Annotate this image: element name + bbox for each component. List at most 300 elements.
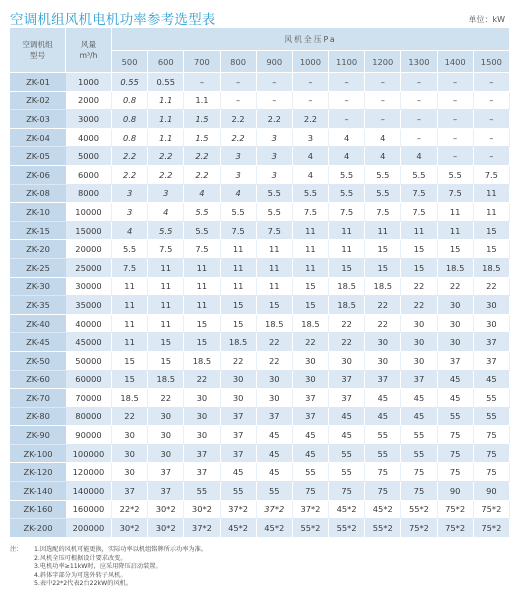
power-cell: 7.5	[112, 259, 148, 278]
power-cell: 2.2	[148, 147, 184, 166]
unit-label: 单位：kW	[468, 15, 505, 24]
power-cell: 2.2	[221, 110, 257, 129]
power-cell: –	[438, 110, 474, 129]
power-cell: 45	[293, 445, 329, 464]
power-cell: 5.5	[184, 222, 220, 241]
power-cell: 30	[112, 463, 148, 482]
power-cell: 15	[148, 352, 184, 371]
power-cell: 30	[438, 333, 474, 352]
power-cell: 5.5	[401, 166, 437, 185]
airflow-cell: 90000	[66, 426, 112, 445]
airflow-cell: 70000	[66, 389, 112, 408]
power-cell: 37	[112, 482, 148, 501]
power-cell: 11	[401, 222, 437, 241]
power-cell: 1.1	[148, 129, 184, 148]
airflow-cell: 40000	[66, 315, 112, 334]
power-cell: 55	[293, 463, 329, 482]
airflow-cell: 80000	[66, 408, 112, 427]
power-cell: 22	[257, 352, 293, 371]
power-cell: 45	[257, 426, 293, 445]
airflow-cell: 30000	[66, 278, 112, 297]
model-cell: ZK-15	[10, 222, 66, 241]
table-row	[10, 463, 510, 482]
power-cell: 37	[474, 352, 510, 371]
model-cell: ZK-80	[10, 408, 66, 427]
power-cell: 3	[112, 185, 148, 204]
power-cell: 3	[221, 147, 257, 166]
power-cell: 15	[184, 315, 220, 334]
power-cell: 15	[148, 333, 184, 352]
power-cell: 5.5	[365, 185, 401, 204]
power-cell: 37	[329, 389, 365, 408]
power-cell: 75	[474, 445, 510, 464]
power-cell: 30*2	[112, 519, 148, 538]
power-cell: 75	[329, 482, 365, 501]
power-cell: 3	[257, 166, 293, 185]
airflow-cell: 60000	[66, 371, 112, 390]
power-cell: 5.5	[329, 166, 365, 185]
power-cell: 45	[474, 371, 510, 390]
power-cell: –	[221, 92, 257, 111]
power-cell: 55	[474, 389, 510, 408]
power-cell: 4	[329, 129, 365, 148]
power-cell: 22	[365, 296, 401, 315]
pressure-header-cell: 1500	[474, 51, 510, 73]
power-cell: 22	[112, 408, 148, 427]
model-cell: ZK-40	[10, 315, 66, 334]
model-cell: ZK-08	[10, 185, 66, 204]
power-cell: 30	[365, 333, 401, 352]
power-cell: –	[365, 110, 401, 129]
table-row	[10, 296, 510, 315]
power-cell: 75*2	[474, 519, 510, 538]
power-cell: 30	[184, 408, 220, 427]
model-cell: ZK-01	[10, 73, 66, 92]
power-cell: –	[401, 110, 437, 129]
power-cell: 30	[401, 333, 437, 352]
power-cell: –	[401, 73, 437, 92]
power-cell: 18.5	[148, 371, 184, 390]
power-cell: 11	[112, 278, 148, 297]
table-row	[10, 352, 510, 371]
power-cell: 5.5	[257, 185, 293, 204]
power-cell: 90	[438, 482, 474, 501]
power-cell: 0.55	[112, 73, 148, 92]
power-cell: 4	[184, 185, 220, 204]
power-cell: –	[257, 73, 293, 92]
power-cell: –	[401, 92, 437, 111]
power-cell: 3	[293, 129, 329, 148]
power-cell: 22	[148, 389, 184, 408]
power-cell: 2.2	[221, 129, 257, 148]
power-cell: 5.5	[293, 185, 329, 204]
power-cell: 30	[329, 352, 365, 371]
power-cell: 11	[293, 259, 329, 278]
power-cell: –	[474, 92, 510, 111]
power-cell: 90	[474, 482, 510, 501]
pressure-header-cell: 800	[221, 51, 257, 73]
power-cell: 7.5	[184, 240, 220, 259]
model-header-line1: 空调机组	[22, 40, 53, 49]
power-cell: 0.8	[112, 129, 148, 148]
power-cell: 55	[365, 445, 401, 464]
model-cell: ZK-45	[10, 333, 66, 352]
notes-list	[10, 546, 207, 589]
power-cell: 22	[365, 315, 401, 334]
power-cell: 45	[329, 426, 365, 445]
power-cell: 15	[221, 296, 257, 315]
power-cell: 15	[221, 315, 257, 334]
power-cell: 11	[474, 185, 510, 204]
power-cell: –	[365, 73, 401, 92]
power-cell: 18.5	[438, 259, 474, 278]
power-cell: 11	[184, 296, 220, 315]
power-cell: 30*2	[148, 501, 184, 520]
power-cell: 7.5	[293, 203, 329, 222]
power-cell: 30	[474, 296, 510, 315]
airflow-cell: 45000	[66, 333, 112, 352]
pressure-header-cell: 1300	[401, 51, 437, 73]
power-cell: 18.5	[329, 278, 365, 297]
power-cell: –	[365, 92, 401, 111]
power-cell: 30	[257, 371, 293, 390]
power-cell: 15	[184, 333, 220, 352]
power-cell: 55*2	[329, 519, 365, 538]
power-cell: 1.1	[148, 110, 184, 129]
power-cell: 22	[438, 278, 474, 297]
power-cell: 22	[184, 371, 220, 390]
power-cell: 15	[257, 296, 293, 315]
power-cell: 55	[474, 408, 510, 427]
power-cell: 2.2	[112, 166, 148, 185]
power-cell: 37	[221, 445, 257, 464]
power-cell: –	[474, 110, 510, 129]
power-cell: –	[438, 147, 474, 166]
power-cell: 11	[221, 278, 257, 297]
power-cell: 0.8	[112, 92, 148, 111]
power-cell: 11	[257, 259, 293, 278]
power-cell: 18.5	[221, 333, 257, 352]
power-cell: 30	[148, 408, 184, 427]
notes-label: 注：	[10, 546, 23, 553]
power-cell: 4	[401, 147, 437, 166]
power-cell: 30	[438, 296, 474, 315]
table-row	[10, 240, 510, 259]
airflow-cell: 25000	[66, 259, 112, 278]
power-cell: 75*2	[438, 519, 474, 538]
power-cell: 3	[257, 147, 293, 166]
power-cell: 30*2	[148, 519, 184, 538]
model-cell: ZK-20	[10, 240, 66, 259]
power-cell: 75*2	[474, 501, 510, 520]
table-body	[10, 73, 510, 538]
power-cell: –	[329, 92, 365, 111]
power-cell: 2.2	[112, 147, 148, 166]
power-cell: 11	[293, 240, 329, 259]
table-row	[10, 371, 510, 390]
power-cell: 4	[329, 147, 365, 166]
table-row	[10, 482, 510, 501]
power-cell: 37	[438, 352, 474, 371]
pressure-header-cell: 1000	[293, 51, 329, 73]
power-cell: 2.2	[148, 166, 184, 185]
airflow-cell: 200000	[66, 519, 112, 538]
model-cell: ZK-04	[10, 129, 66, 148]
model-cell: ZK-06	[10, 166, 66, 185]
power-cell: 55	[401, 445, 437, 464]
power-cell: 30	[293, 352, 329, 371]
power-cell: 45	[365, 389, 401, 408]
power-cell: 55	[401, 426, 437, 445]
power-cell: 22	[329, 333, 365, 352]
power-cell: 11	[257, 240, 293, 259]
power-cell: 11	[112, 333, 148, 352]
power-cell: –	[293, 73, 329, 92]
power-cell: 37	[365, 371, 401, 390]
power-cell: 30	[293, 371, 329, 390]
power-cell: 75	[474, 463, 510, 482]
power-cell: 37	[474, 333, 510, 352]
power-cell: 30	[112, 426, 148, 445]
pressure-header-cell: 600	[148, 51, 184, 73]
power-cell: 18.5	[184, 352, 220, 371]
table-row	[10, 408, 510, 427]
power-cell: 7.5	[401, 203, 437, 222]
power-cell: 55	[257, 482, 293, 501]
power-cell: 4	[293, 147, 329, 166]
power-cell: 3	[221, 166, 257, 185]
pressure-header-cell: 900	[257, 51, 293, 73]
table-row	[10, 259, 510, 278]
power-cell: 55	[329, 463, 365, 482]
power-cell: 55*2	[293, 519, 329, 538]
table-row	[10, 110, 510, 129]
power-cell: –	[474, 147, 510, 166]
power-cell: 75	[474, 426, 510, 445]
notes-section	[10, 546, 207, 589]
power-cell: 22	[293, 333, 329, 352]
power-cell: 30	[401, 352, 437, 371]
power-cell: 30	[438, 315, 474, 334]
model-cell: ZK-02	[10, 92, 66, 111]
power-cell: 45	[329, 408, 365, 427]
power-cell: 5.5	[112, 240, 148, 259]
power-cell: –	[221, 73, 257, 92]
power-cell: 55	[221, 482, 257, 501]
power-cell: 30	[148, 426, 184, 445]
power-cell: 3	[112, 203, 148, 222]
airflow-cell: 6000	[66, 166, 112, 185]
power-cell: –	[329, 110, 365, 129]
power-cell: 11	[329, 240, 365, 259]
power-cell: 37	[401, 371, 437, 390]
power-cell: 11	[112, 296, 148, 315]
power-cell: 5.5	[438, 166, 474, 185]
power-cell: 22	[474, 278, 510, 297]
power-cell: 45	[257, 445, 293, 464]
power-cell: 30	[221, 371, 257, 390]
power-cell: 11	[365, 222, 401, 241]
airflow-cell: 2000	[66, 92, 112, 111]
power-cell: 37*2	[184, 519, 220, 538]
power-cell: 7.5	[329, 203, 365, 222]
power-cell: 11	[112, 315, 148, 334]
power-cell: 11	[438, 203, 474, 222]
power-cell: 18.5	[293, 315, 329, 334]
power-cell: 3	[257, 129, 293, 148]
airflow-cell: 8000	[66, 185, 112, 204]
model-header-line2: 型号	[29, 51, 46, 60]
power-cell: 37	[329, 371, 365, 390]
power-cell: 30	[184, 426, 220, 445]
power-cell: 15	[293, 278, 329, 297]
note-item: 3.电机功率≥11kW时，应采用降压启动装置。	[34, 563, 162, 571]
pressure-header-cell: 1400	[438, 51, 474, 73]
airflow-cell: 4000	[66, 129, 112, 148]
table-row	[10, 315, 510, 334]
power-cell: –	[438, 73, 474, 92]
note-item: 1.因选配的风机可能更换，实际功率以机组铭牌所示功率为准。	[34, 546, 207, 553]
power-cell: 4	[365, 129, 401, 148]
model-cell: ZK-140	[10, 482, 66, 501]
table-row	[10, 166, 510, 185]
power-cell: 37	[148, 463, 184, 482]
power-cell: 55*2	[401, 501, 437, 520]
pressure-group-header: 风机全压Pa	[112, 28, 510, 51]
power-cell: 1.1	[148, 92, 184, 111]
power-selection-table	[10, 28, 510, 538]
power-cell: 30	[257, 389, 293, 408]
power-cell: 22	[221, 352, 257, 371]
power-cell: 30	[184, 389, 220, 408]
model-cell: ZK-50	[10, 352, 66, 371]
model-cell: ZK-35	[10, 296, 66, 315]
power-cell: 45	[293, 426, 329, 445]
power-cell: 11	[329, 222, 365, 241]
power-cell: 30	[112, 445, 148, 464]
table-row	[10, 129, 510, 148]
power-cell: 7.5	[438, 185, 474, 204]
power-cell: 55	[329, 445, 365, 464]
power-cell: 75	[438, 463, 474, 482]
power-cell: 75	[365, 463, 401, 482]
power-cell: 30	[365, 352, 401, 371]
power-cell: 45*2	[365, 501, 401, 520]
power-cell: 45*2	[221, 519, 257, 538]
power-cell: 2.2	[293, 110, 329, 129]
airflow-cell: 1000	[66, 73, 112, 92]
power-cell: 37	[293, 408, 329, 427]
power-cell: 18.5	[112, 389, 148, 408]
power-cell: 15	[365, 240, 401, 259]
note-item: 2.风机全压可根据设计要求改变。	[34, 554, 127, 562]
power-cell: 2.2	[184, 166, 220, 185]
power-cell: 0.8	[112, 110, 148, 129]
power-cell: –	[438, 129, 474, 148]
airflow-cell: 100000	[66, 445, 112, 464]
model-cell: ZK-120	[10, 463, 66, 482]
airflow-column-header	[66, 28, 112, 73]
power-cell: 11	[184, 259, 220, 278]
power-cell: 2.2	[184, 147, 220, 166]
airflow-header-line1: 风量	[80, 40, 97, 49]
power-cell: 15	[401, 259, 437, 278]
table-row	[10, 278, 510, 297]
power-cell: 75*2	[438, 501, 474, 520]
airflow-cell: 50000	[66, 352, 112, 371]
power-cell: –	[474, 73, 510, 92]
power-cell: 7.5	[257, 222, 293, 241]
model-cell: ZK-70	[10, 389, 66, 408]
power-cell: 2.2	[257, 110, 293, 129]
airflow-cell: 20000	[66, 240, 112, 259]
power-cell: –	[184, 73, 220, 92]
power-cell: 7.5	[221, 222, 257, 241]
table-row	[10, 203, 510, 222]
table-row	[10, 333, 510, 352]
note-item: 5.表中22*2代表2台22kW的风机。	[34, 580, 133, 588]
note-item: 4.斜体字部分为可选外转子风机。	[34, 571, 127, 579]
power-cell: 75	[401, 482, 437, 501]
power-cell: 5.5	[148, 222, 184, 241]
power-cell: 22*2	[112, 501, 148, 520]
power-cell: 7.5	[148, 240, 184, 259]
power-cell: 1.5	[184, 129, 220, 148]
model-cell: ZK-100	[10, 445, 66, 464]
power-cell: 37	[293, 389, 329, 408]
table-row	[10, 426, 510, 445]
power-cell: 4	[365, 147, 401, 166]
power-cell: 5.5	[365, 166, 401, 185]
power-cell: 37*2	[221, 501, 257, 520]
power-cell: 37	[257, 408, 293, 427]
power-cell: 15	[365, 259, 401, 278]
power-cell: –	[401, 129, 437, 148]
airflow-cell: 5000	[66, 147, 112, 166]
power-cell: 45	[438, 389, 474, 408]
power-cell: –	[257, 92, 293, 111]
table-row	[10, 147, 510, 166]
model-column-header	[10, 28, 66, 73]
model-cell: ZK-10	[10, 203, 66, 222]
power-cell: 11	[293, 222, 329, 241]
table-row	[10, 389, 510, 408]
pressure-header-cell: 1200	[365, 51, 401, 73]
power-cell: 18.5	[365, 278, 401, 297]
table-row	[10, 445, 510, 464]
power-cell: 37*2	[293, 501, 329, 520]
power-cell: 18.5	[257, 315, 293, 334]
model-cell: ZK-05	[10, 147, 66, 166]
power-cell: 37*2	[257, 501, 293, 520]
power-cell: 75	[365, 482, 401, 501]
power-cell: 3	[148, 185, 184, 204]
airflow-header-line2: m³/h	[79, 51, 98, 60]
power-cell: 55	[184, 482, 220, 501]
power-cell: 45	[221, 463, 257, 482]
power-cell: 45	[257, 463, 293, 482]
table-row	[10, 222, 510, 241]
pressure-header-cell: 1100	[329, 51, 365, 73]
power-cell: 55	[365, 426, 401, 445]
power-cell: –	[293, 92, 329, 111]
power-cell: 55*2	[365, 519, 401, 538]
power-cell: 30	[221, 389, 257, 408]
airflow-cell: 35000	[66, 296, 112, 315]
power-cell: 45	[365, 408, 401, 427]
power-cell: 15	[112, 371, 148, 390]
power-cell: 11	[184, 278, 220, 297]
